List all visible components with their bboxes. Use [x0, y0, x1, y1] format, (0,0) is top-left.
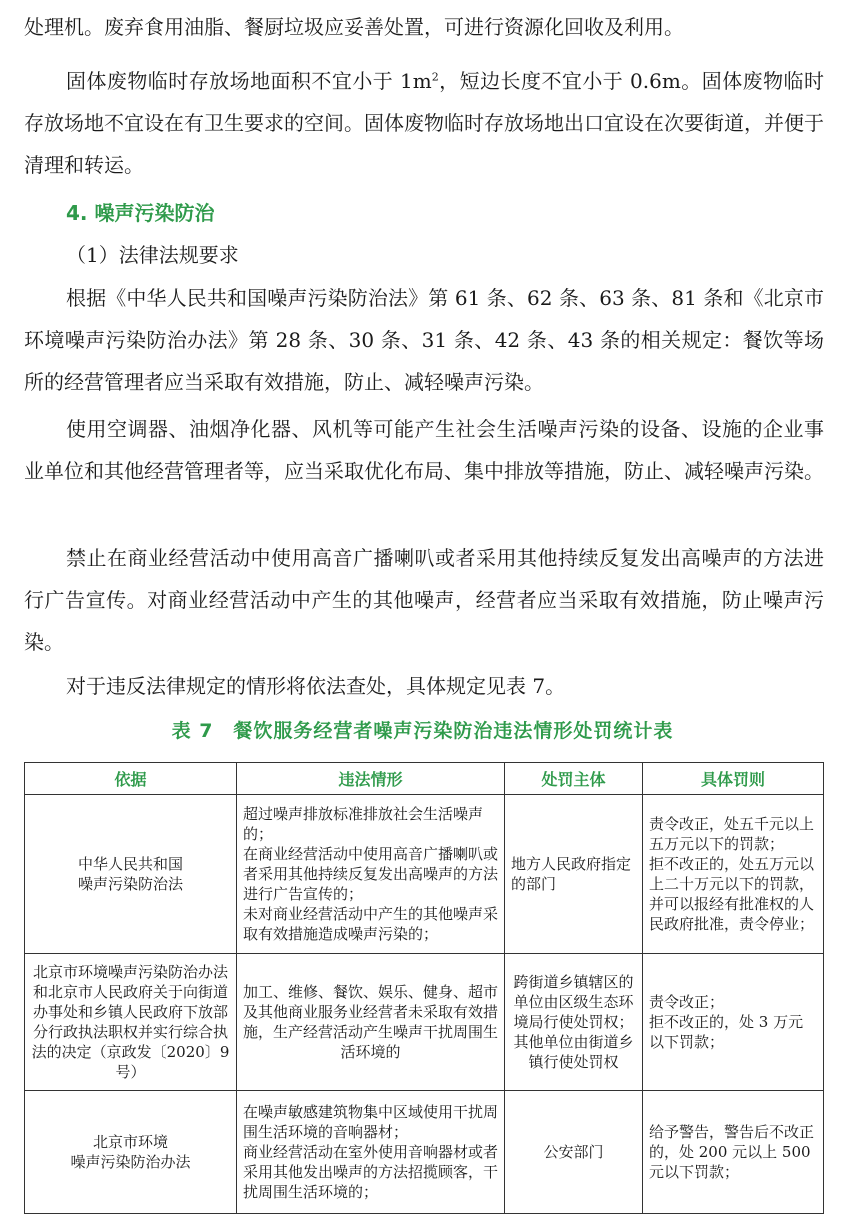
header-penalty: 具体罚则 [643, 763, 824, 795]
cell-violation: 在噪声敏感建筑物集中区域使用干扰周围生活环境的音响器材； 商业经营活动在室外使用音响器材或者采用其他发出噪声的方法招揽顾客，干扰周围生活环境的； [237, 1091, 505, 1214]
cell-basis: 北京市环境 噪声污染防治办法 [25, 1091, 237, 1214]
paragraph-waste-disposal: 处理机。废弃食用油脂、餐厨垃圾应妥善处置，可进行资源化回收及利用。 [24, 15, 684, 39]
cell-penalty: 责令改正； 拒不改正的，处 3 万元以下罚款； [643, 954, 824, 1091]
table-row [25, 795, 824, 954]
header-basis: 依据 [25, 763, 237, 795]
table-row [25, 954, 824, 1091]
paragraph-equipment: 使用空调器、油烟净化器、风机等可能产生社会生活噪声污染的设备、设施的企业事业单位和其他经营管理者等，应当采取优化布局、集中排放等措施，防止、减轻噪声污染。 [24, 417, 824, 483]
cell-violation: 加工、维修、餐饮、娱乐、健身、超市及其他商业服务业经营者未采取有效措施，生产经营活动产生噪声干扰周围生活环境的 [237, 954, 505, 1091]
paragraph-penalty-ref: 对于违反法律规定的情形将依法查处，具体规定见表 7。 [66, 674, 566, 698]
cell-penalty: 责令改正，处五千元以上五万元以下的罚款； 拒不改正的，处五万元以上二十万元以下的罚款，并可以报经有批准权的人民政府批准，责令停业； [643, 795, 824, 954]
cell-authority: 公安部门 [505, 1091, 643, 1214]
cell-violation: 超过噪声排放标准排放社会生活噪声的； 在商业经营活动中使用高音广播喇叭或者采用其他持续反复发出高噪声的方法进行广告宣传的； 未对商业经营活动中产生的其他噪声采取有效措施造成噪声污染的； [237, 795, 505, 954]
header-authority: 处罚主体 [505, 763, 643, 795]
table-header-row [25, 763, 824, 795]
cell-authority: 跨街道乡镇辖区的单位由区级生态环境局行使处罚权；其他单位由街道乡镇行使处罚权 [505, 954, 643, 1091]
paragraph-laws: 根据《中华人民共和国噪声污染防治法》第 61 条、62 条、63 条、81 条和《北京市环境噪声污染防治办法》第 28 条、30 条、31 条、42 条、43 条的相关规定：餐饮等场所的经营管理者应当采取有效措施，防止、减轻噪声污染。 [24, 286, 824, 394]
paragraph-storage-area [24, 60, 824, 186]
cell-penalty: 给予警告，警告后不改正的，处 200 元以上 500 元以下罚款； [643, 1091, 824, 1214]
cell-authority: 地方人民政府指定的部门 [505, 795, 643, 954]
subsection-heading-laws: （1）法律法规要求 [66, 243, 239, 267]
storage-superscript: 2 [431, 70, 439, 84]
table-row [25, 1091, 824, 1214]
table-caption: 表 7 餐饮服务经营者噪声污染防治违法情形处罚统计表 [171, 720, 674, 742]
header-violation: 违法情形 [237, 763, 505, 795]
section-heading-noise: 4. 噪声污染防治 [66, 201, 215, 225]
storage-text-b: ，短边长度不宜小于 0.6m。固体废物临时存放场地不宜设在有卫生要求的空间。固体废物临时存放场地出口宜设在次要街道，并便于清理和转运。 [24, 69, 824, 177]
storage-text-a: 固体废物临时存放场地面积不宜小于 1m [66, 69, 432, 93]
penalty-table [24, 762, 824, 1214]
paragraph-broadcast: 禁止在商业经营活动中使用高音广播喇叭或者采用其他持续反复发出高噪声的方法进行广告宣传。对商业经营活动中产生的其他噪声，经营者应当采取有效措施，防止噪声污染。 [24, 546, 824, 654]
cell-basis: 中华人民共和国 噪声污染防治法 [25, 795, 237, 954]
cell-basis: 北京市环境噪声污染防治办法和北京市人民政府关于向街道办事处和乡镇人民政府下放部分行政执法职权并实行综合执法的决定（京政发〔2020〕9 号） [25, 954, 237, 1091]
